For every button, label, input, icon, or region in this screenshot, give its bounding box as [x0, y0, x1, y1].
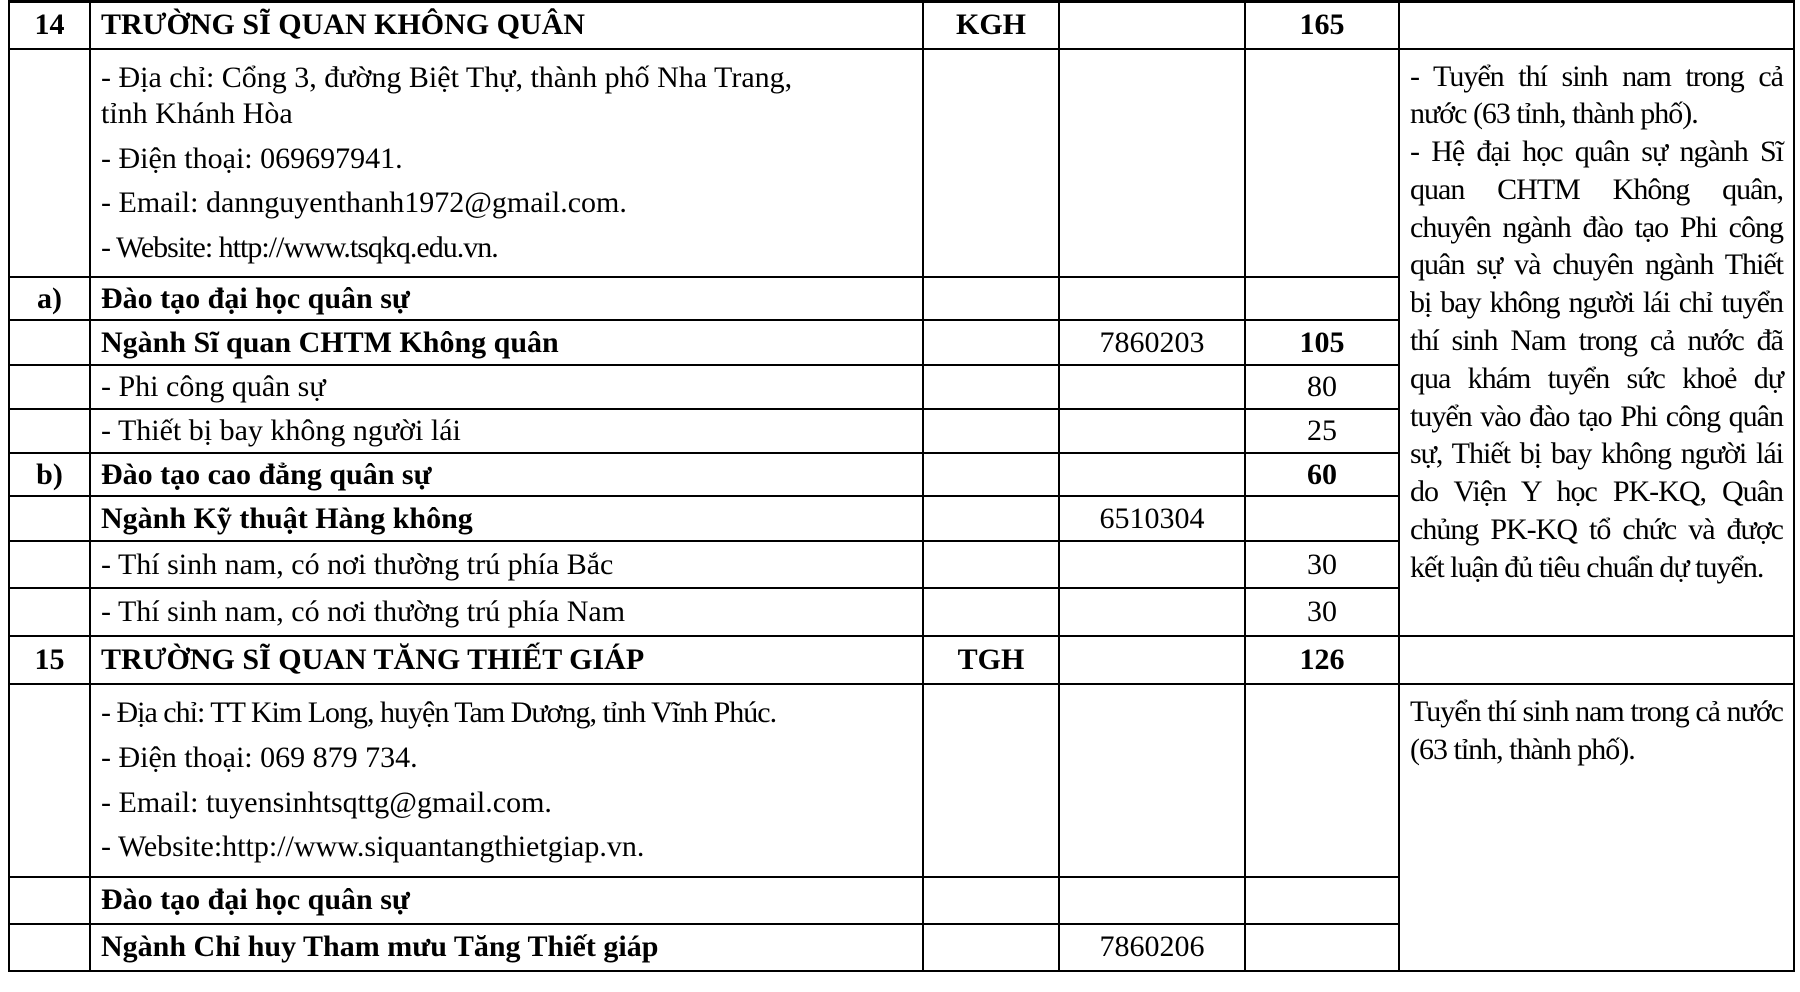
stt-cell — [9, 49, 90, 278]
school-contact-info — [90, 684, 923, 876]
row-label: - Thí sinh nam, có nơi thường trú phía Bắc — [90, 541, 923, 588]
note-line: - Tuyển thí sinh nam trong cả nước (63 tỉnh, thành phố). — [1410, 59, 1783, 131]
address-line-cont: tỉnh Khánh Hòa — [101, 97, 293, 131]
code-cell — [923, 409, 1059, 453]
quota — [1245, 496, 1399, 541]
school-contact-info — [90, 49, 923, 278]
row-label: - Thiết bị bay không người lái — [90, 409, 923, 453]
quota: 80 — [1245, 365, 1399, 409]
row-stt — [9, 365, 90, 409]
website-line: - Website: http://www.tsqkq.edu.vn. — [101, 230, 498, 264]
code-cell — [923, 365, 1059, 409]
quota: 105 — [1245, 320, 1399, 365]
major-code — [1059, 541, 1245, 588]
address-line: - Địa chỉ: Cổng 3, đường Biệt Thự, thành phố Nha Trang, — [101, 60, 793, 94]
row-stt — [9, 320, 90, 365]
code-cell — [923, 924, 1059, 971]
row-stt: a) — [9, 277, 90, 320]
school-header-row — [9, 2, 1794, 49]
row-label: Đào tạo cao đẳng quân sự — [90, 453, 923, 496]
code-cell — [923, 453, 1059, 496]
school-name: TRƯỜNG SĨ QUAN KHÔNG QUÂN — [90, 2, 923, 49]
code-cell — [923, 877, 1059, 924]
admission-table — [8, 0, 1795, 972]
school-note — [1399, 684, 1794, 970]
school-code: KGH — [923, 2, 1059, 49]
note-line: - Hệ đại học quân sự ngành Sĩ quan CHTM Không quân, chuyên ngành đào tạo Phi công quân sự và chuyên ngành Thiết bị bay không người lái chỉ tuyển thí sinh Nam trong cả nước đã qua khám tuyển sức khoẻ dự tuyển vào đào tạo Phi công quân sự, Thiết bị bay không người lái do Viện Y học PK-KQ, Quân chủng PK-KQ tổ chức và được kết luận đủ tiêu chuẩn dự tuyển. — [1410, 135, 1783, 584]
quota: 30 — [1245, 541, 1399, 588]
school-number: 14 — [9, 2, 90, 49]
stt-cell — [9, 684, 90, 876]
code-cell — [923, 320, 1059, 365]
row-stt — [9, 541, 90, 588]
major-code — [1059, 277, 1245, 320]
quota: 60 — [1245, 453, 1399, 496]
major-code — [1059, 453, 1245, 496]
school-name: TRƯỜNG SĨ QUAN TĂNG THIẾT GIÁP — [90, 636, 923, 684]
note-cell — [1399, 636, 1794, 684]
school-info-row — [9, 684, 1794, 876]
major-code — [1059, 409, 1245, 453]
quota — [1245, 277, 1399, 320]
row-label: Đào tạo đại học quân sự — [90, 877, 923, 924]
major-code: 6510304 — [1059, 496, 1245, 541]
row-label: - Thí sinh nam, có nơi thường trú phía Nam — [90, 588, 923, 636]
code-cell — [923, 277, 1059, 320]
school-number: 15 — [9, 636, 90, 684]
major-code-cell — [1059, 636, 1245, 684]
quota-cell — [1245, 49, 1399, 278]
code-cell — [923, 684, 1059, 876]
code-cell — [923, 588, 1059, 636]
school-total-quota: 165 — [1245, 2, 1399, 49]
phone-line: - Điện thoại: 069 879 734. — [101, 741, 418, 775]
email-line: - Email: dannguyenthanh1972@gmail.com. — [101, 186, 627, 220]
major-code — [1059, 877, 1245, 924]
row-stt: b) — [9, 453, 90, 496]
code-cell — [923, 496, 1059, 541]
row-stt — [9, 588, 90, 636]
row-stt — [9, 924, 90, 971]
school-note — [1399, 49, 1794, 637]
phone-line: - Điện thoại: 069697941. — [101, 141, 403, 175]
website-line: - Website:http://www.siquantangthietgiap.vn. — [101, 830, 645, 864]
major-code-cell — [1059, 2, 1245, 49]
quota: 30 — [1245, 588, 1399, 636]
quota — [1245, 924, 1399, 971]
major-code-cell — [1059, 684, 1245, 876]
email-line: - Email: tuyensinhtsqttg@gmail.com. — [101, 785, 552, 819]
row-label: - Phi công quân sự — [90, 365, 923, 409]
major-code — [1059, 588, 1245, 636]
major-code — [1059, 365, 1245, 409]
school-total-quota: 126 — [1245, 636, 1399, 684]
major-code: 7860203 — [1059, 320, 1245, 365]
code-cell — [923, 49, 1059, 278]
row-stt — [9, 496, 90, 541]
code-cell — [923, 541, 1059, 588]
note-line: Tuyển thí sinh nam trong cả nước (63 tỉnh, thành phố). — [1410, 695, 1783, 767]
row-label: Ngành Kỹ thuật Hàng không — [90, 496, 923, 541]
row-stt — [9, 877, 90, 924]
quota-cell — [1245, 684, 1399, 876]
major-code: 7860206 — [1059, 924, 1245, 971]
school-info-row — [9, 49, 1794, 278]
school-header-row — [9, 636, 1794, 684]
quota: 25 — [1245, 409, 1399, 453]
row-label: Đào tạo đại học quân sự — [90, 277, 923, 320]
row-label: Ngành Chỉ huy Tham mưu Tăng Thiết giáp — [90, 924, 923, 971]
note-cell — [1399, 2, 1794, 49]
row-label: Ngành Sĩ quan CHTM Không quân — [90, 320, 923, 365]
major-code-cell — [1059, 49, 1245, 278]
school-code: TGH — [923, 636, 1059, 684]
quota — [1245, 877, 1399, 924]
row-stt — [9, 409, 90, 453]
address-line: - Địa chỉ: TT Kim Long, huyện Tam Dương, tỉnh Vĩnh Phúc. — [101, 696, 777, 730]
